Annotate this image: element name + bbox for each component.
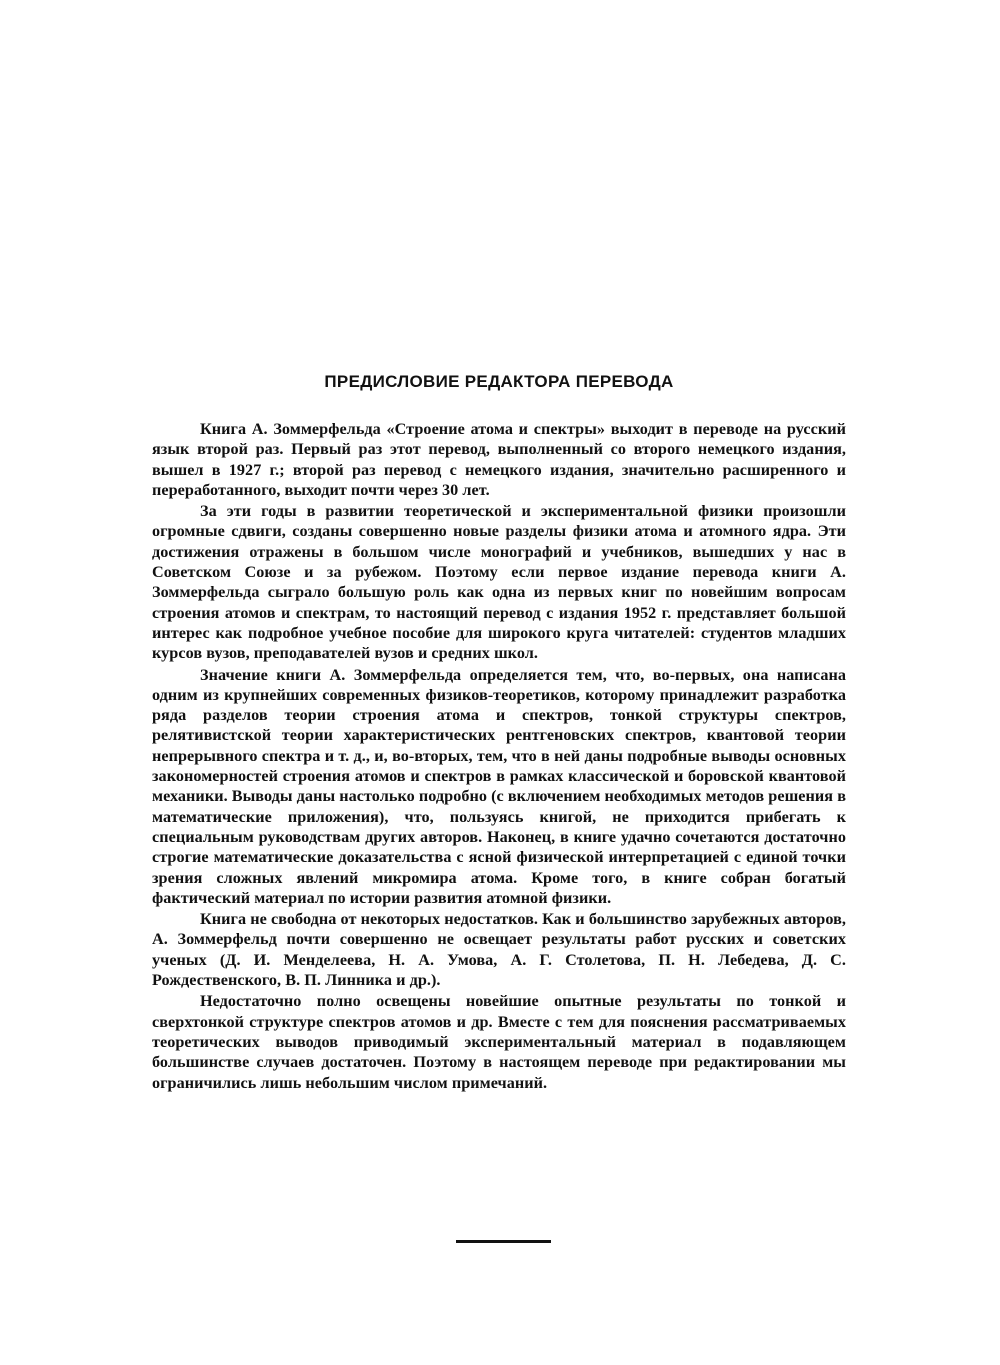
paragraph-4: Книга не свободна от некоторых недостатков. Как и большинство зарубежных авторов, А. Зоммерфельд почти совершенно не освещает результаты работ русских и советских ученых (Д. И. Менделеева, Н. А. Умова, А. Г. Столетова, П. Н. Лебедева, Д. С. Рождественского, В. П. Линника и др.). [152, 910, 846, 990]
paragraph-1: Книга А. Зоммерфельда «Строение атома и спектры» выходит в переводе на русский язык второй раз. Первый раз этот перевод, выполненный со второго немецкого издания, вышел в 1927 г.; второй раз перевод с немецкого издания, значительно расширенного и переработанного, выходит почти через 30 лет. [152, 420, 846, 499]
paragraph-5: Недостаточно полно освещены новейшие опытные результаты по тонкой и сверхтонкой структуре спектров атомов и др. Вместе с тем для пояснения рассматриваемых теоретических выводов приводимый экспериментальный материал в подавляющем большинстве случаев достаточен. Поэтому в настоящем переводе при редактировании мы ограничились лишь небольшим числом примечаний. [152, 992, 846, 1092]
paragraph-2: За эти годы в развитии теоретической и экспериментальной физики произошли огромные сдвиги, созданы совершенно новые разделы физики атома и атомного ядра. Эти достижения отражены в большом числе монографий и учебников, вышедших у нас в Советском Союзе и за рубежом. Поэтому если первое издание перевода книги А. Зоммерфельда сыграло большую роль как одна из первых книг по новейшим вопросам строения атомов и спектрам, то настоящий перевод с издания 1952 г. представляет большой интерес как подробное учебное пособие для широкого круга читателей: студентов младших курсов вузов, преподавателей вузов и средних школ. [152, 502, 846, 663]
end-divider [456, 1240, 551, 1243]
paragraph-3: Значение книги А. Зоммерфельда определяется тем, что, во-первых, она написана одним из крупнейших современных физиков-теоретиков, которому принадлежит разработка ряда разделов теории строения атома и спектров, тонкой структуры спектров, релятивистской теории характеристических рентгеновских спектров, квантовой теории непрерывного спектра и т. д., и, во-вторых, тем, что в ней даны подробные выводы основных закономерностей строения атомов и спектров в рамках классической и боровской квантовой механики. Выводы даны настолько подробно (с включением необходимых методов решения в математические приложения), что, пользуясь книгой, не приходится прибегать к специальным руководствам других авторов. Наконец, в книге удачно сочетаются достаточно строгие математические доказательства с ясной физической интерпретацией с единой точки зрения сложных явлений микромира атома. Кроме того, в книге собран богатый фактический материал по истории развития атомной физики. [152, 665, 846, 907]
page-title: ПРЕДИСЛОВИЕ РЕДАКТОРА ПЕРЕВОДА [324, 372, 674, 391]
preface-page [152, 372, 846, 1093]
